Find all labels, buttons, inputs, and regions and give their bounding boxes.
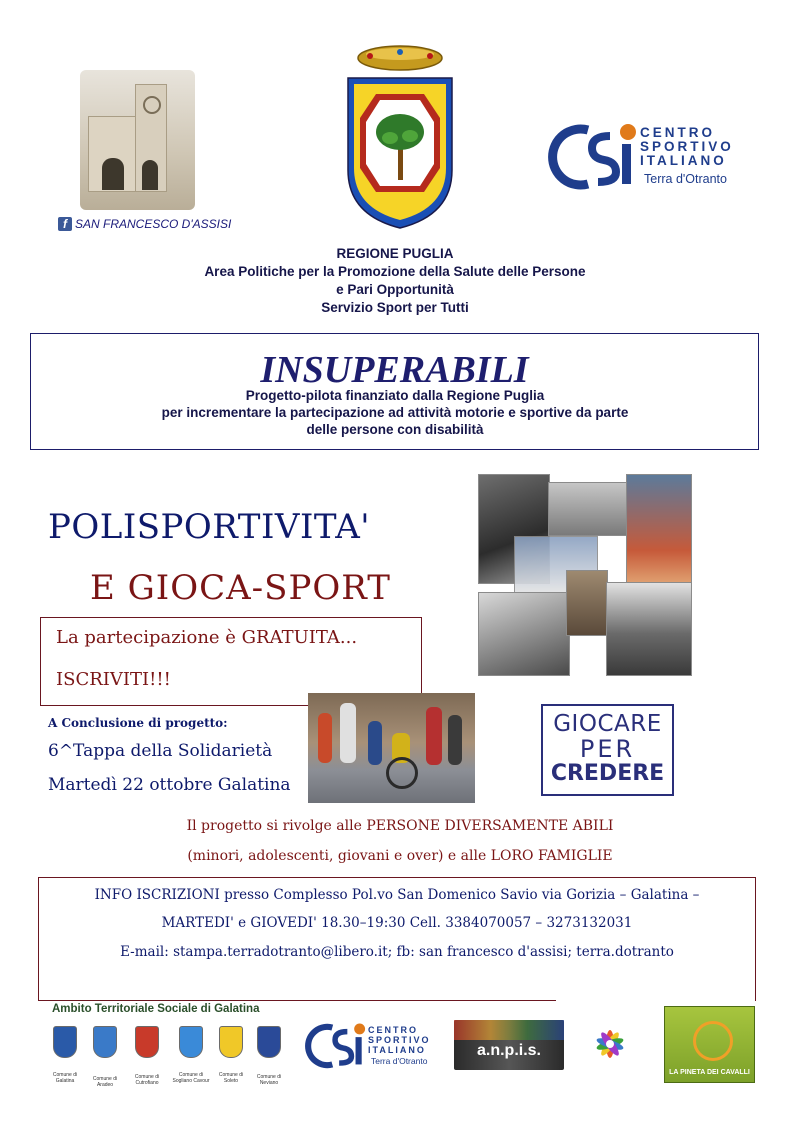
iscriviti-text: ISCRIVITI!!! [56,669,171,690]
facebook-label: SAN FRANCESCO D'ASSISI [75,217,232,231]
giocare-per-credere-logo [541,704,674,796]
anpis-label: a.n.p.i.s. [476,1042,541,1059]
insuperabili-sub2: per incrementare la partecipazione ad attività motorie e sportive da parte [161,405,629,420]
target-line2: (minori, adolescenti, giovani e over) e alle LORO FAMIGLIE [187,848,613,864]
facebook-link[interactable] [58,217,231,231]
header-line2: Area Politiche per la Promozione della Salute delle Persone [204,264,586,279]
anpis-logo [454,1020,564,1070]
giocare-line2: PER [579,735,636,763]
info-line2: MARTEDI' e GIOVEDI' 18.30–19:30 Cell. 3384070057 – 3273132031 [161,915,633,931]
facebook-icon: f [58,217,72,231]
church-photo [80,70,195,210]
info-box-bottom-border [38,1000,556,1001]
collage-photo-runner [626,474,692,584]
insuperabili-title: INSUPERABILI [260,349,529,391]
comune-cutrofiano [128,1026,166,1086]
gratuita-text: La partecipazione è GRATUITA... [56,627,358,648]
header-line3: e Pari Opportunità [336,282,454,297]
csi-line2: SPORTIVO [640,139,734,154]
insuperabili-sub3: delle persone con disabilità [306,422,484,437]
race-photo [308,693,475,803]
sports-photo-collage [478,474,690,674]
ambito-title: Ambito Territoriale Sociale di Galatina [52,1003,260,1015]
comune-soleto [212,1026,250,1084]
comune-cutrofiano-label: Comune di Cutrofiano [134,1074,160,1086]
csi-logo-footer [305,1022,445,1070]
event-date: Martedì 22 ottobre Galatina [48,775,291,795]
tappa-text: 6^Tappa della Solidarietà [48,741,273,761]
comune-aradeo [86,1026,124,1088]
insuperabili-subtitle [60,387,730,438]
comune-sogliano [172,1026,210,1084]
conclusione-label: A Conclusione di progetto: [48,716,228,730]
comune-galatina-label: Comune di Galatina [52,1072,78,1084]
collage-photo-basketball [606,582,692,676]
csi-line3: ITALIANO [640,153,727,168]
header-line4: Servizio Sport per Tutti [321,300,469,315]
pineta-label: LA PINETA DEI CAVALLI [669,1069,750,1076]
cutrofiano-crest-icon [135,1026,159,1058]
csi-footer-line3: ITALIANO [368,1045,426,1055]
giocare-line1: GIOCARE [553,711,662,737]
sogliano-crest-icon [179,1026,203,1058]
flower-logo-icon [580,1010,640,1070]
comune-neviano-label: Comune di Neviano [256,1074,282,1086]
csi-line1: CENTRO [640,125,715,140]
galatina-crest-icon [53,1026,77,1058]
pineta-dei-cavalli-logo [664,1006,755,1083]
csi-line4: Terra d'Otranto [644,172,727,186]
header-text [140,245,650,317]
insuperabili-sub1: Progetto-pilota finanziato dalla Regione Puglia [245,388,545,403]
headline-gioca-sport: E GIOCA-SPORT [90,568,391,608]
collage-photo-gymnast [566,570,608,636]
info-line1: INFO ISCRIZIONI presso Complesso Pol.vo San Domenico Savio via Gorizia – Galatina – [94,887,700,903]
csi-footer-line1: CENTRO [368,1025,418,1035]
comune-sogliano-label: Comune di Sogliano Cavour [172,1072,210,1084]
regione-puglia-crest [340,40,460,240]
soleto-crest-icon [219,1026,243,1058]
comune-soleto-label: Comune di Soleto [218,1072,244,1084]
csi-footer-line2: SPORTIVO [368,1035,431,1045]
info-line3: E-mail: stampa.terradotranto@libero.it; fb: san francesco d'assisi; terra.dotranto [120,944,674,960]
comune-neviano [250,1026,288,1086]
headline-polisportivita: POLISPORTIVITA' [48,507,371,547]
header-line1: REGIONE PUGLIA [336,246,454,261]
collage-photo-swimming [548,482,628,536]
aradeo-crest-icon [93,1026,117,1058]
target-line1: Il progetto si rivolge alle PERSONE DIVERSAMENTE ABILI [186,818,614,834]
horse-emblem-icon [693,1021,733,1061]
neviano-crest-icon [257,1026,281,1058]
csi-logo [548,122,753,192]
collage-photo-fencing [478,592,570,676]
comune-aradeo-label: Comune di Aradeo [92,1076,118,1088]
giocare-line3: CREDERE [550,761,665,786]
csi-footer-line4: Terra d'Otranto [371,1056,428,1066]
comune-galatina [46,1026,84,1084]
